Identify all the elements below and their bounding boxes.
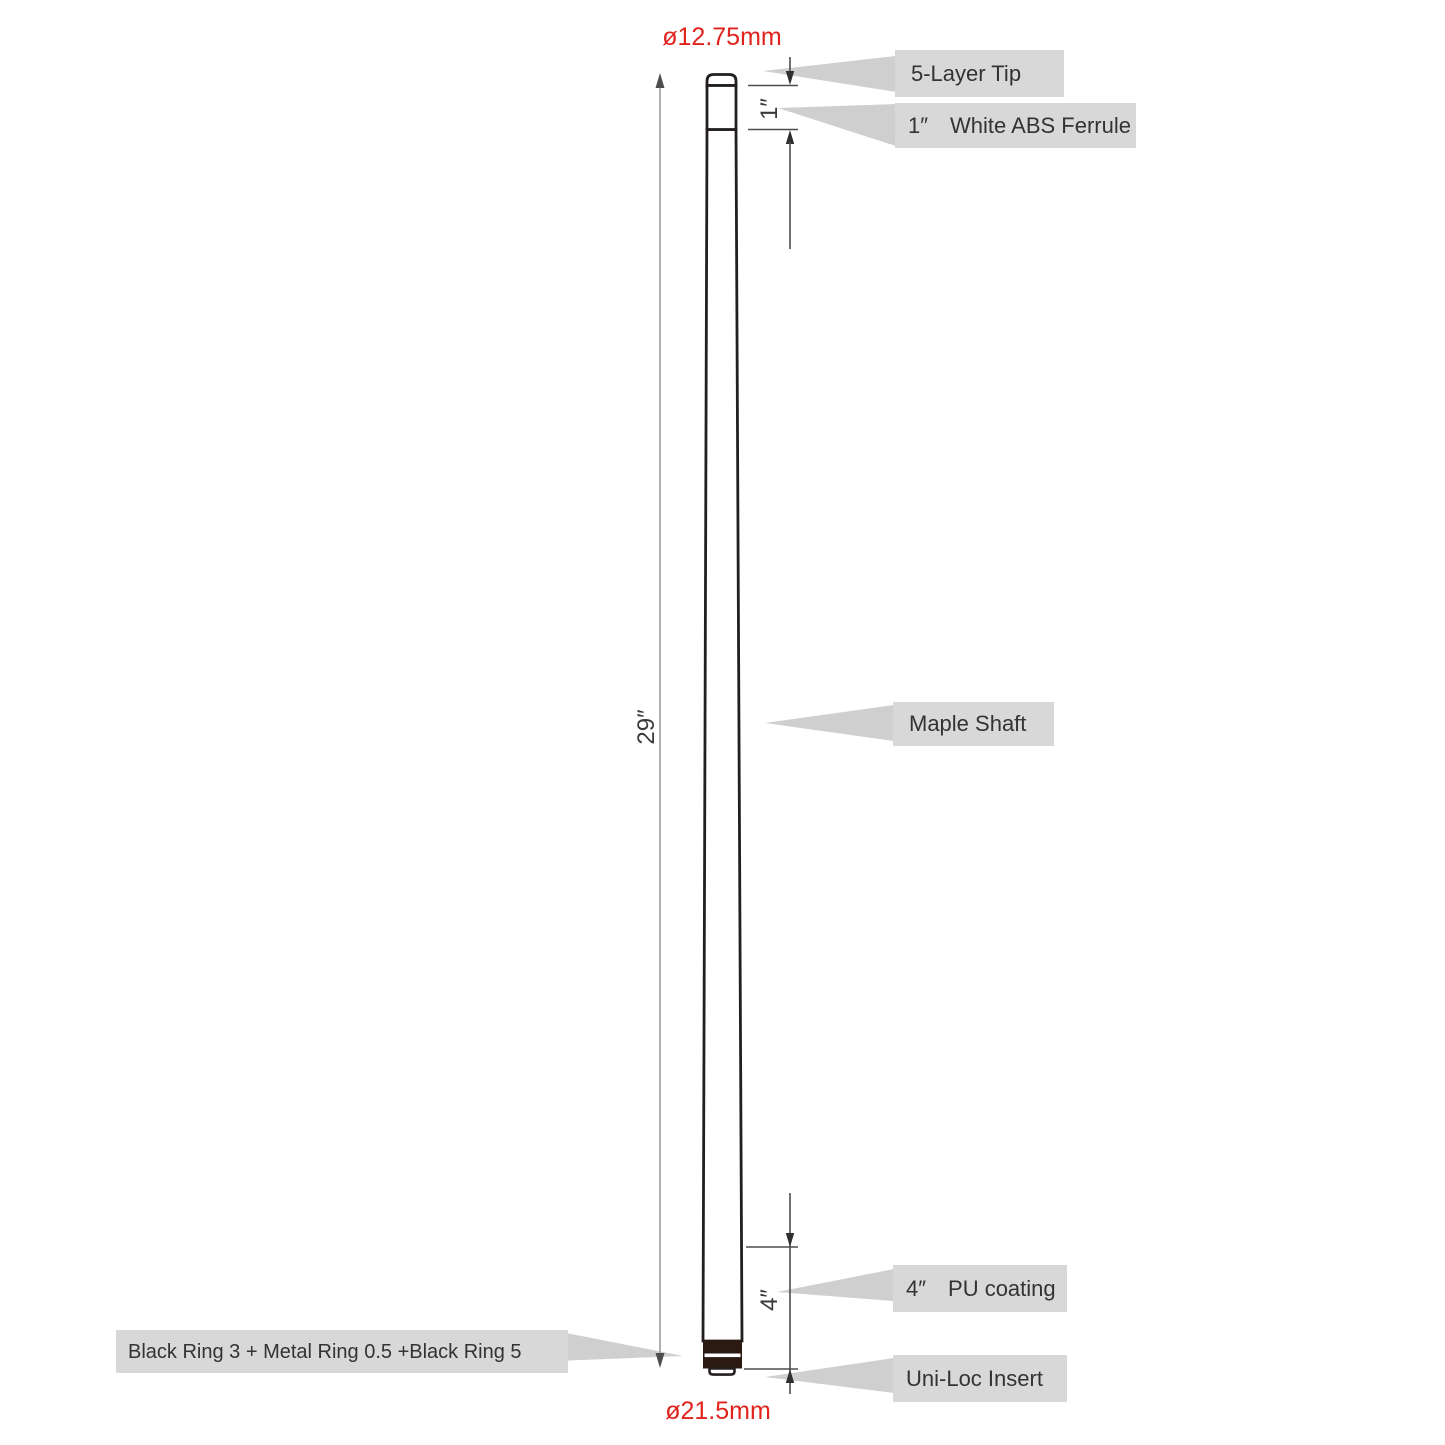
- leader-shaft-label: [765, 705, 894, 741]
- overall-length-text: 29″: [633, 709, 660, 745]
- dim-arrow-overall-bottom: [656, 1353, 665, 1368]
- ferrule-length-text: 1″: [756, 98, 783, 120]
- cue-tip: [707, 75, 736, 86]
- label-five-layer-tip: 5-Layer Tip: [895, 50, 1064, 97]
- leader-rings-label: [556, 1331, 683, 1361]
- tip-diameter-text: ø12.75mm: [662, 23, 782, 51]
- coating-length-text: 4″: [756, 1289, 783, 1311]
- label-ring-stack: Black Ring 3 + Metal Ring 0.5 +Black Ring 5: [116, 1330, 568, 1373]
- label-maple-shaft: Maple Shaft: [893, 702, 1054, 746]
- uniloc-insert: [710, 1369, 735, 1375]
- dim-arrow-ferrule-top: [786, 71, 794, 85]
- butt-diameter-text: ø21.5mm: [665, 1397, 771, 1425]
- dim-arrow-ferrule-bottom: [786, 130, 794, 144]
- leader-coating-label: [777, 1269, 894, 1301]
- metal-ring-stripe: [705, 1354, 741, 1358]
- leader-ferrule-label: [778, 104, 896, 146]
- label-pu-coating: 4″ PU coating: [893, 1265, 1067, 1312]
- label-uniloc-insert: Uni-Loc Insert: [893, 1355, 1067, 1402]
- label-white-abs-ferrule: 1″ White ABS Ferrule: [895, 103, 1136, 148]
- leader-insert-label: [765, 1358, 894, 1393]
- maple-shaft-body: [703, 130, 742, 1342]
- dim-arrow-coating-top: [786, 1233, 794, 1247]
- leader-tip-label: [763, 56, 896, 92]
- dim-arrow-overall-top: [656, 73, 665, 88]
- ferrule: [707, 86, 736, 130]
